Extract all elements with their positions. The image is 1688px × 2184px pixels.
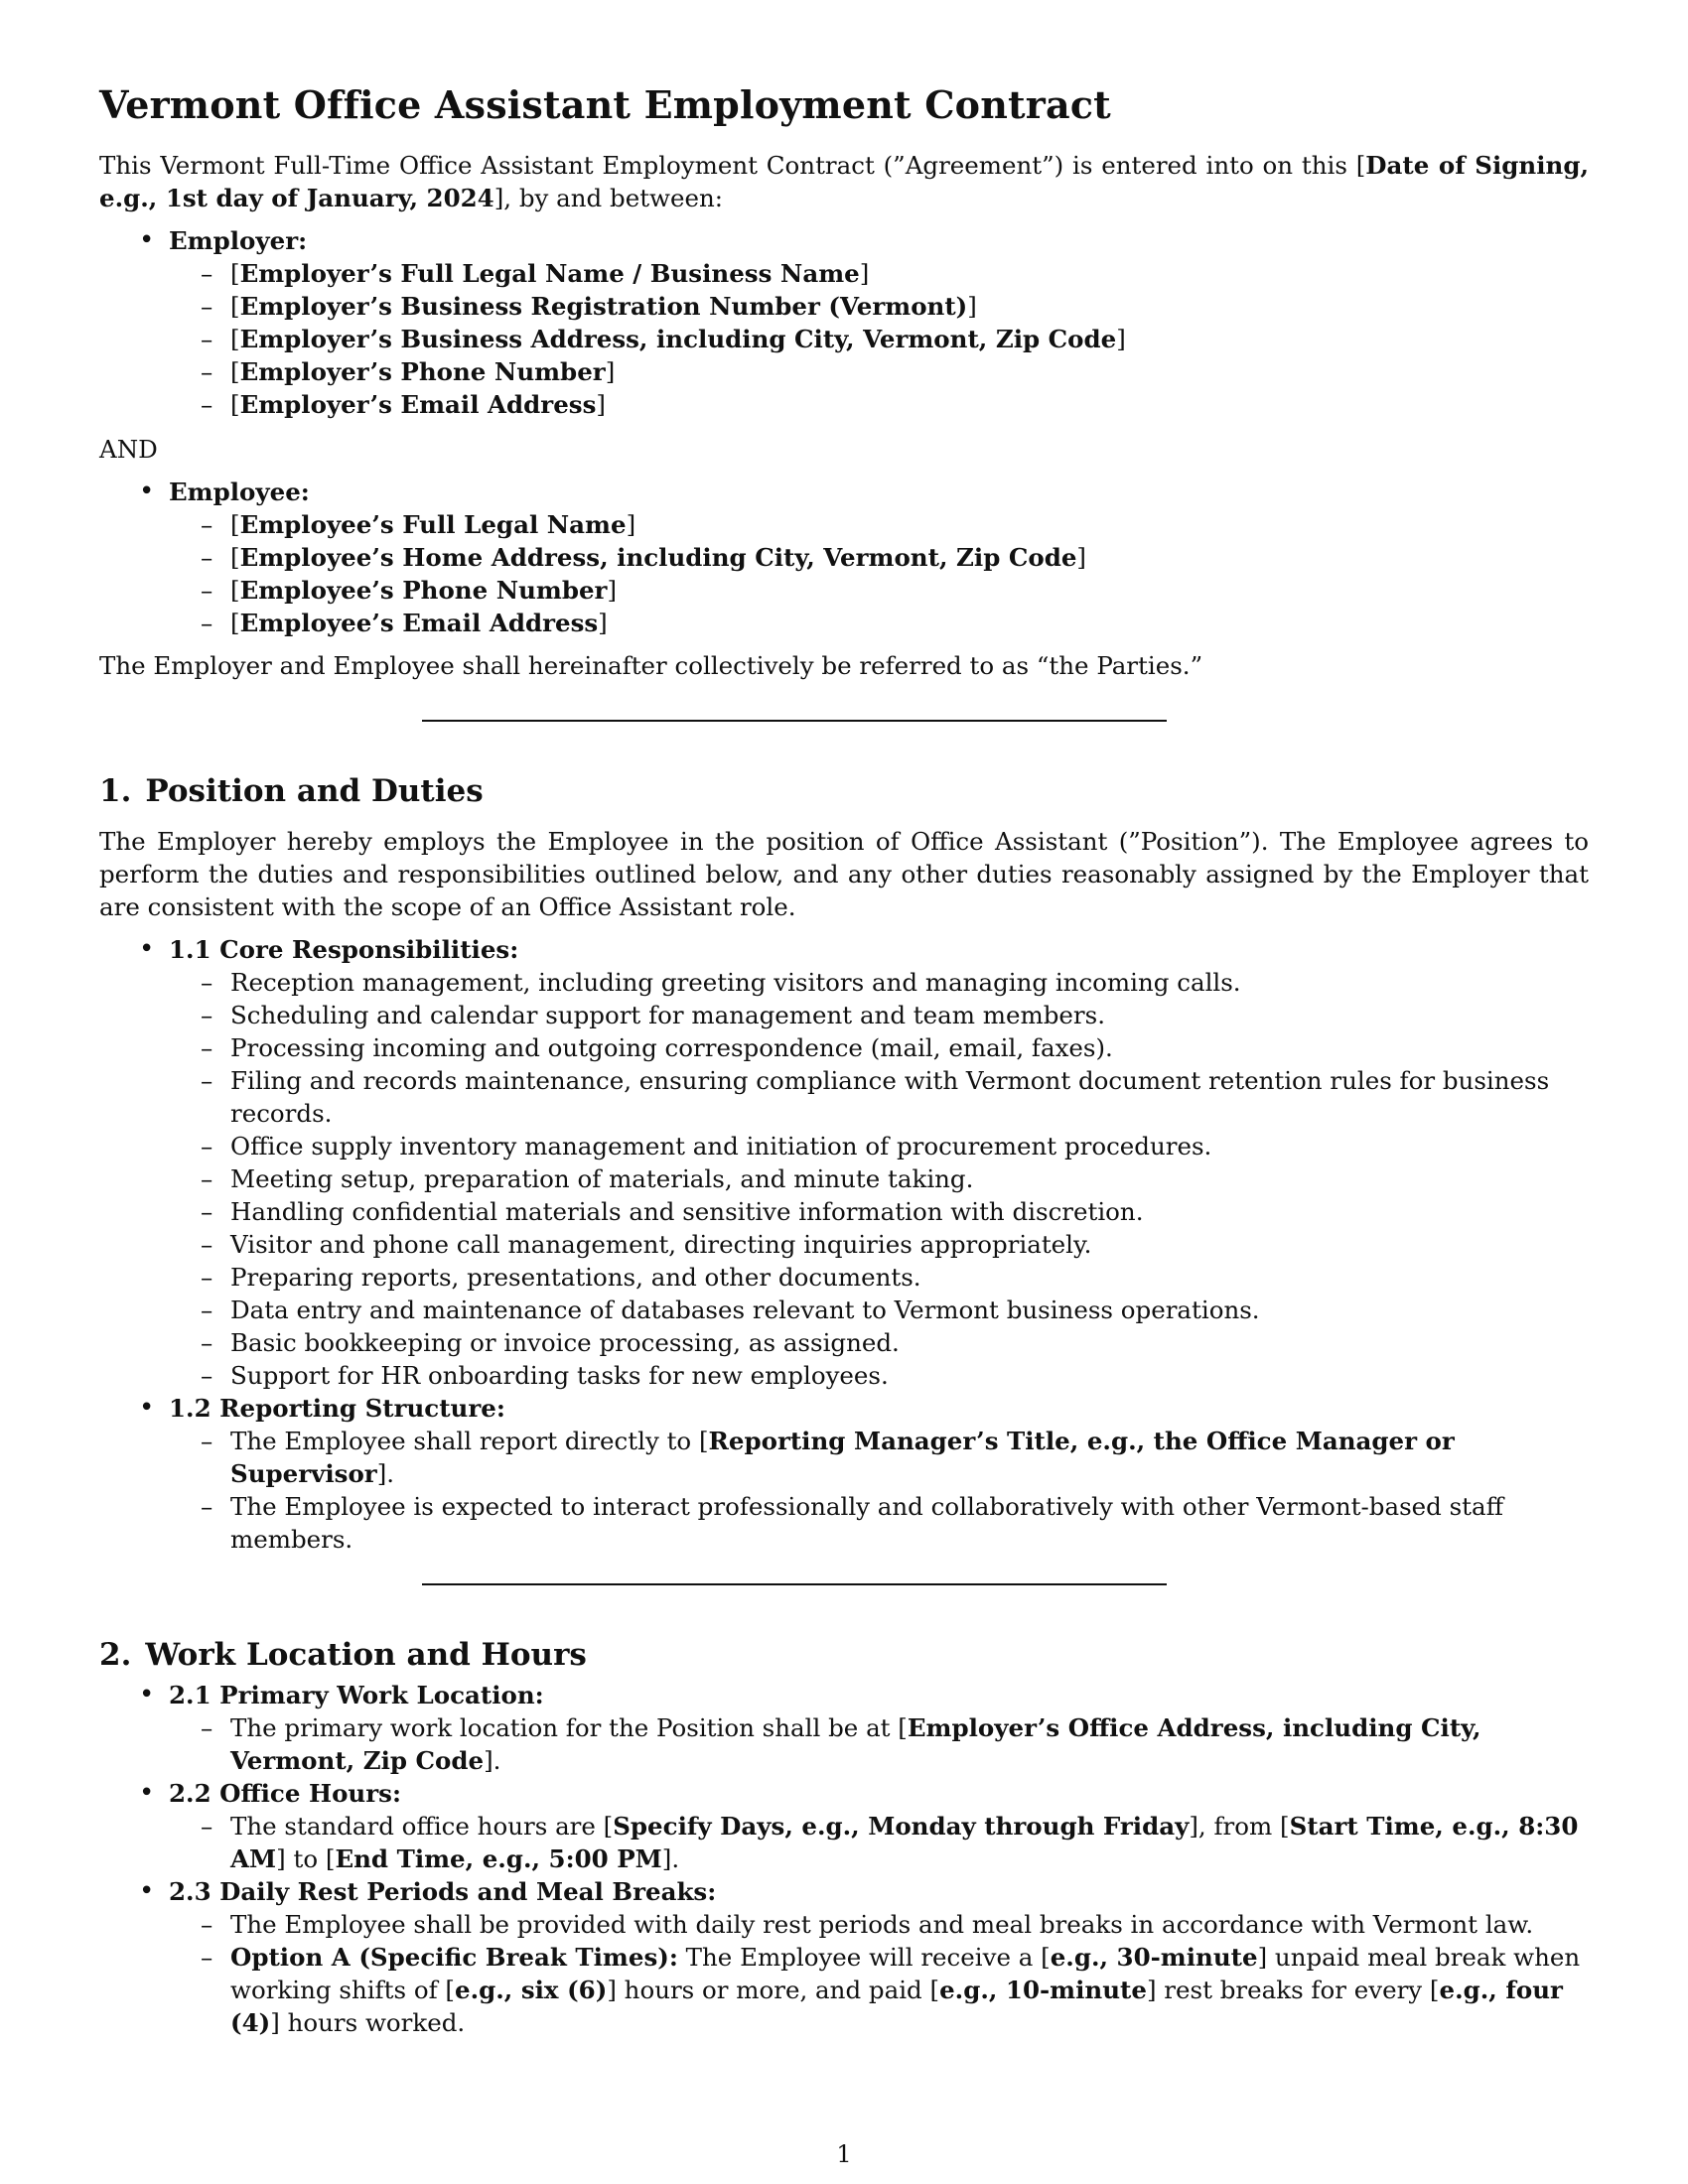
reporting-structure-item — [169, 1392, 1589, 1556]
horizontal-divider — [422, 1583, 1167, 1585]
rest-periods-item — [169, 1875, 1589, 2039]
subsection-label: 1.2 Reporting Structure: — [169, 1394, 505, 1423]
reporting-structure-list — [169, 1425, 1589, 1556]
list-item: – The Employee is expected to interact professionally and collaboratively with other Vermont-based staff members. — [230, 1490, 1589, 1556]
list-item: – [Employer’s Business Registration Number (Vermont)] — [230, 290, 1589, 323]
office-hours-list — [169, 1810, 1589, 1875]
section-work-location-hours — [99, 1635, 1589, 2039]
section-2-list — [99, 1679, 1589, 2039]
list-item: – Data entry and maintenance of databases relevant to Vermont business operations. — [230, 1294, 1589, 1326]
list-item: – [Employer’s Email Address] — [230, 388, 1589, 421]
list-item: – [Employer’s Business Address, including City, Vermont, Zip Code] — [230, 323, 1589, 355]
date-of-signing-placeholder: Date of Signing, e.g., 1st day of January, 2024 — [99, 151, 1589, 212]
list-item: – [Employer’s Full Legal Name / Business Name] — [230, 257, 1589, 290]
core-responsibilities-item — [169, 933, 1589, 1392]
core-responsibilities-list — [169, 966, 1589, 1392]
and-separator: AND — [99, 435, 158, 464]
list-item: – Preparing reports, presentations, and other documents. — [230, 1261, 1589, 1294]
employer-label: Employer: — [169, 226, 308, 255]
list-item: – [Employee’s Home Address, including City, Vermont, Zip Code] — [230, 541, 1589, 574]
list-item: – Option A (Specific Break Times): The Employee will receive a [e.g., 30-minute] unpaid meal break when working shifts of [e.g., six (6)] hours or more, and paid [e.g., 10-minute] rest breaks for every [e.g., four (4)] hours worked. — [230, 1941, 1589, 2039]
primary-work-location-item — [169, 1679, 1589, 1777]
list-item: – Reception management, including greeting visitors and managing incoming calls. — [230, 966, 1589, 999]
list-item: – Processing incoming and outgoing correspondence (mail, email, faxes). — [230, 1031, 1589, 1064]
employee-label: Employee: — [169, 478, 310, 506]
intro-paragraph: This Vermont Full-Time Office Assistant Employment Contract (”Agreement”) is entered into on this [Date of Signing, e.g., 1st day of January, 2024], by and between: — [99, 151, 1589, 212]
list-item: – Visitor and phone call management, directing inquiries appropriately. — [230, 1228, 1589, 1261]
employee-fields — [169, 508, 1589, 639]
list-item: – The Employee shall be provided with daily rest periods and meal breaks in accordance with Vermont law. — [230, 1908, 1589, 1941]
list-item: – Meeting setup, preparation of materials, and minute taking. — [230, 1162, 1589, 1195]
subsection-label: 1.1 Core Responsibilities: — [169, 935, 519, 964]
list-item: – Office supply inventory management and initiation of procurement procedures. — [230, 1130, 1589, 1162]
employer-list — [99, 224, 1589, 421]
subsection-label: 2.1 Primary Work Location: — [169, 1681, 544, 1709]
employee-list — [99, 476, 1589, 639]
document-page — [99, 81, 1589, 2049]
rest-periods-list — [169, 1908, 1589, 2039]
list-item: – Basic bookkeeping or invoice processing, as assigned. — [230, 1326, 1589, 1359]
list-item: – Filing and records maintenance, ensuring compliance with Vermont document retention rules for business records. — [230, 1064, 1589, 1130]
list-item: – [Employee’s Phone Number] — [230, 574, 1589, 607]
list-item: – The primary work location for the Position shall be at [Employer’s Office Address, including City, Vermont, Zip Code]. — [230, 1711, 1589, 1777]
subsection-label: 2.3 Daily Rest Periods and Meal Breaks: — [169, 1877, 717, 1906]
section-1-list — [99, 933, 1589, 1556]
list-item: – Scheduling and calendar support for management and team members. — [230, 999, 1589, 1031]
horizontal-divider — [422, 720, 1167, 722]
work-location-list — [169, 1711, 1589, 1777]
list-item: – [Employee’s Email Address] — [230, 607, 1589, 639]
office-hours-item — [169, 1777, 1589, 1875]
list-item: – [Employee’s Full Legal Name] — [230, 508, 1589, 541]
subsection-label: 2.2 Office Hours: — [169, 1779, 401, 1808]
document-title: Vermont Office Assistant Employment Contract — [99, 82, 1111, 127]
list-item: – [Employer’s Phone Number] — [230, 355, 1589, 388]
section-intro: The Employer hereby employs the Employee in the position of Office Assistant (”Position”). The Employee agrees to perform the duties and responsibilities outlined below, and any other duties reasonably assigned by the Employer that are consistent with the scope of an Office Assistant role. — [99, 827, 1589, 921]
section-position-duties — [99, 771, 1589, 1556]
section-heading: 1. Position and Duties — [99, 773, 484, 809]
employer-fields — [169, 257, 1589, 421]
list-item: – Handling confidential materials and sensitive information with discretion. — [230, 1195, 1589, 1228]
list-item: – The standard office hours are [Specify Days, e.g., Monday through Friday], from [Start Time, e.g., 8:30 AM] to [End Time, e.g., 5:00 PM]. — [230, 1810, 1589, 1875]
list-item: – The Employee shall report directly to [Reporting Manager’s Title, e.g., the Office Manager or Supervisor]. — [230, 1425, 1589, 1490]
option-a-label: Option A (Specific Break Times): — [230, 1943, 678, 1972]
list-item: – Support for HR onboarding tasks for new employees. — [230, 1359, 1589, 1392]
employer-item — [169, 224, 1589, 421]
page-number: 1 — [836, 2140, 852, 2168]
parties-paragraph: The Employer and Employee shall hereinafter collectively be referred to as “the Parties.” — [99, 651, 1203, 680]
employee-item — [169, 476, 1589, 639]
section-heading: 2. Work Location and Hours — [99, 1637, 587, 1673]
